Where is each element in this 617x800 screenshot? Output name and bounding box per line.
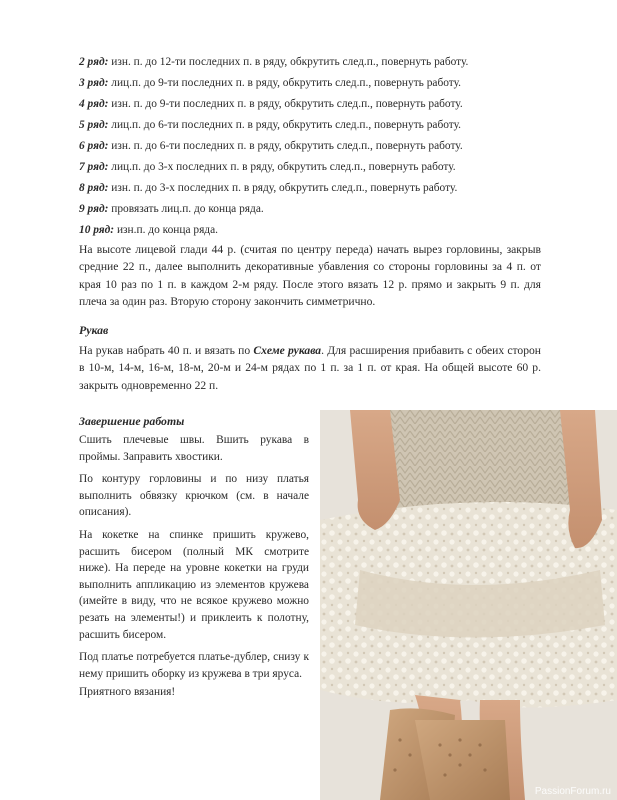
row-label: 7 ряд: [79,161,109,173]
row-instruction [79,199,549,220]
dress-photo [320,410,617,800]
row-label: 6 ряд: [79,140,109,152]
row-text: лиц.п. до 3-х последних п. в ряду, обкрутить след.п., повернуть работу. [108,161,456,173]
closing-line: Приятного вязания! [79,686,176,698]
right-boot [415,720,510,800]
finish-heading: Завершение работы [79,414,185,428]
row-instruction [79,178,549,199]
row-instructions [79,52,549,241]
row-label: 5 ряд: [79,119,109,131]
row-instruction [79,220,549,241]
row-label: 10 ряд: [79,224,115,236]
sleeve-paragraph [79,342,541,394]
row-label: 9 ряд: [79,203,109,215]
finish-paragraph: На кокетке на спинке пришить кружево, расшить бисером (полный МК смотрите ниже). На переде на уровне кокетки на груди выполнить аппликацию из элементов кружева (имейте в виду, что не всякое кружево можно резать на элементы!) и приклеить к полотну, расшить бисером. [79,528,309,641]
watermark-text: PassionForum.ru [534,786,611,797]
finish-instructions [79,432,309,688]
row-text: изн. п. до 3-х последних п. в ряду, обкрутить след.п., повернуть работу. [108,182,458,194]
finish-paragraph: Под платье потребуется платье-дублер, снизу к нему пришить оборку из кружева в три яруса. [79,651,309,680]
sleeve-heading: Рукав [79,323,109,337]
row-instruction [79,52,549,73]
row-text: изн. п. до 9-ти последних п. в ряду, обкрутить след.п., повернуть работу. [108,98,463,110]
row-text: изн.п. до конца ряда. [114,224,219,236]
row-text: лиц.п. до 9-ти последних п. в ряду, обкрутить след.п., повернуть работу. [108,77,462,89]
row-text: лиц.п. до 6-ти последних п. в ряду, обкрутить след.п., повернуть работу. [108,119,462,131]
sleeve-scheme-ref: Схеме рукава [253,344,322,357]
row-instruction [79,136,549,157]
row-label: 2 ряд: [79,56,109,68]
row-text: провязать лиц.п. до конца ряда. [108,203,264,215]
row-label: 4 ряд: [79,98,109,110]
row-instruction [79,94,549,115]
row-instruction [79,115,549,136]
row-text: изн. п. до 12-ти последних п. в ряду, обкрутить след.п., повернуть работу. [108,56,469,68]
finish-paragraph: По контуру горловины и по низу платья выполнить обвязку крючком (см. в начале описания). [79,473,309,519]
lace-dress-illustration [320,410,617,800]
row-label: 8 ряд: [79,182,109,194]
row-instruction [79,157,549,178]
neckline-paragraph: На высоте лицевой глади 44 р. (считая по центру переда) начать вырез горловины, закрыв средние 22 п., далее выполнить декоративные убавления со стороны горловины за 4 п. от края 10 раз по 1 п. в каждом 2-м ряду. После этого вязать 12 р. прямо и закрыть 9 п. для плеча за один раз. Вторую сторону закончить симметрично. [79,243,541,308]
row-label: 3 ряд: [79,77,109,89]
sleeve-text: На рукав набрать 40 п. и вязать по [79,344,254,357]
row-text: изн. п. до 6-ти последних п. в ряду, обкрутить след.п., повернуть работу. [108,140,463,152]
finish-paragraph: Сшить плечевые швы. Вшить рукава в проймы. Заправить хвостики. [79,434,309,463]
row-instruction [79,73,549,94]
sleeve-text: . Для расширения прибавить с обеих сторон в 10-м, 14-м, 16-м, 18-м, 20-м и 24-м рядах по 1 п. за 1 п. от края. На общей высоте 60 р. закрыть одновременно 22 п. [79,344,541,392]
